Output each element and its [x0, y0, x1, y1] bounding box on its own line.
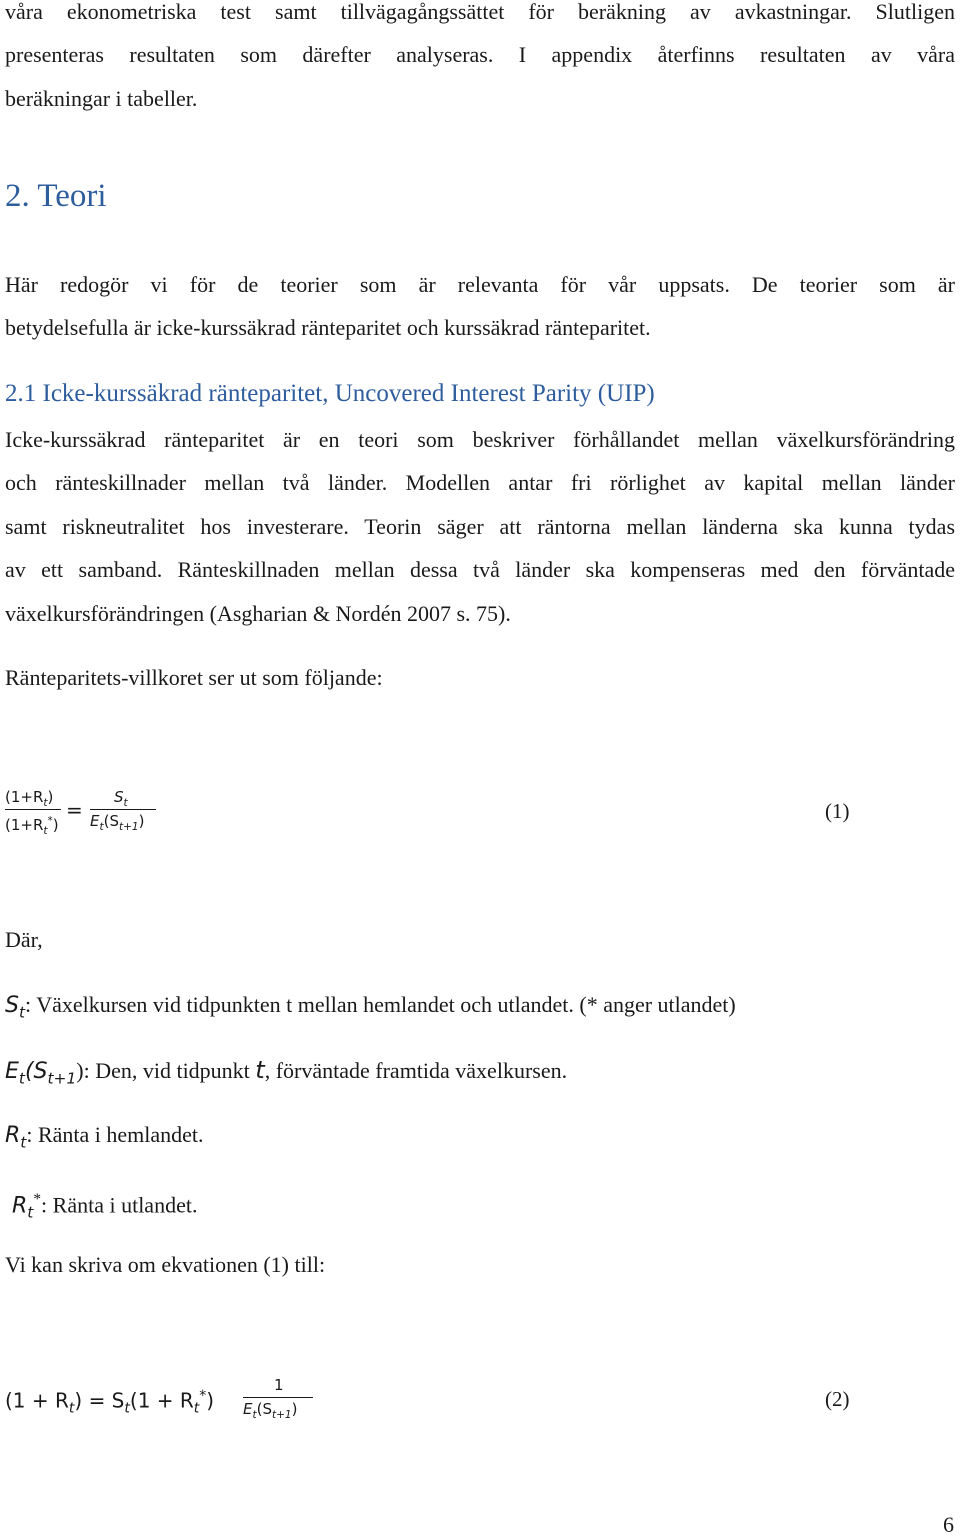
definition-foreign-rate: $R_t^*$: Ränta i utlandet. [12, 1191, 198, 1222]
page-number: 6 [943, 1512, 954, 1537]
fraction-bar [243, 1397, 313, 1398]
condition-intro: Ränteparitets-villkoret ser ut som följande: [5, 665, 383, 690]
section2-paragraph-line-2: betydelsefulla är icke-kurssäkrad ränteparitet och kurssäkrad ränteparitet. [5, 315, 651, 340]
section2-paragraph-line-1: Här redogör vi för de teorier som är relevanta för vår uppsats. De teorier som är [5, 272, 955, 297]
uip-paragraph-line-4: av ett samband. Ränteskillnaden mellan dessa två länder ska kompenseras med den förväntade [5, 557, 955, 582]
intro-line-1: våra ekonometriska test samt tillvägagångssättet för beräkning av avkastningar. Slutligen [5, 0, 955, 24]
fraction-bar [5, 809, 61, 810]
equation-1-lhs-denominator: $(1+R_t^*)$ [5, 815, 59, 837]
intro-line-3: beräkningar i tabeller. [5, 86, 198, 111]
uip-paragraph-line-5: växelkursförändringen (Asgharian & Nordén 2007 s. 75). [5, 601, 511, 626]
section-heading-uip: 2.1 Icke-kurssäkrad ränteparitet, Uncovered Interest Parity (UIP) [5, 380, 655, 407]
equation-1-rhs-numerator: $S_t$ [114, 788, 128, 809]
intro-line-2: presenteras resultaten som därefter analyseras. I appendix återfinns resultaten av våra [5, 42, 955, 67]
equation-1-equals: = [66, 798, 83, 822]
equation-2-numerator: 1 [274, 1376, 284, 1394]
definitions-where: Där, [5, 927, 43, 952]
uip-paragraph-line-3: samt riskneutralitet hos investerare. Teorin säger att räntorna mellan länderna ska kunna tydas [5, 514, 955, 539]
equation-1-number: (1) [825, 799, 850, 823]
equation-2-number: (2) [825, 1387, 850, 1411]
uip-paragraph-line-1: Icke-kurssäkrad ränteparitet är en teori som beskriver förhållandet mellan växelkursförändring [5, 427, 955, 452]
equation-2-denominator: $E_t(S_{t+1})$ [243, 1400, 298, 1421]
definition-domestic-rate: $R_t$: Ränta i hemlandet. [5, 1122, 204, 1152]
section-heading-teori: 2. Teori [5, 178, 107, 214]
equation-2-body: $(1 + R_t) = S_t(1 + R_t^*)$ [5, 1388, 215, 1417]
definition-expected-rate: $E_t(S_{t+1})$: Den, vid tidpunkt t, förväntade framtida växelkursen. [5, 1056, 568, 1088]
definition-exchange-rate: $S_t$: Växelkursen vid tidpunkten t mellan hemlandet och utlandet. (* anger utlandet) [5, 992, 736, 1022]
fraction-bar [90, 809, 156, 810]
equation-1-rhs-denominator: $E_t(S_{t+1})$ [90, 812, 145, 833]
equation-1-lhs-numerator: $(1+R_t)$ [5, 788, 54, 809]
uip-paragraph-line-2: och ränteskillnader mellan två länder. Modellen antar fri rörlighet av kapital mellan länder [5, 470, 955, 495]
rewrite-intro: Vi kan skriva om ekvationen (1) till: [5, 1252, 326, 1277]
